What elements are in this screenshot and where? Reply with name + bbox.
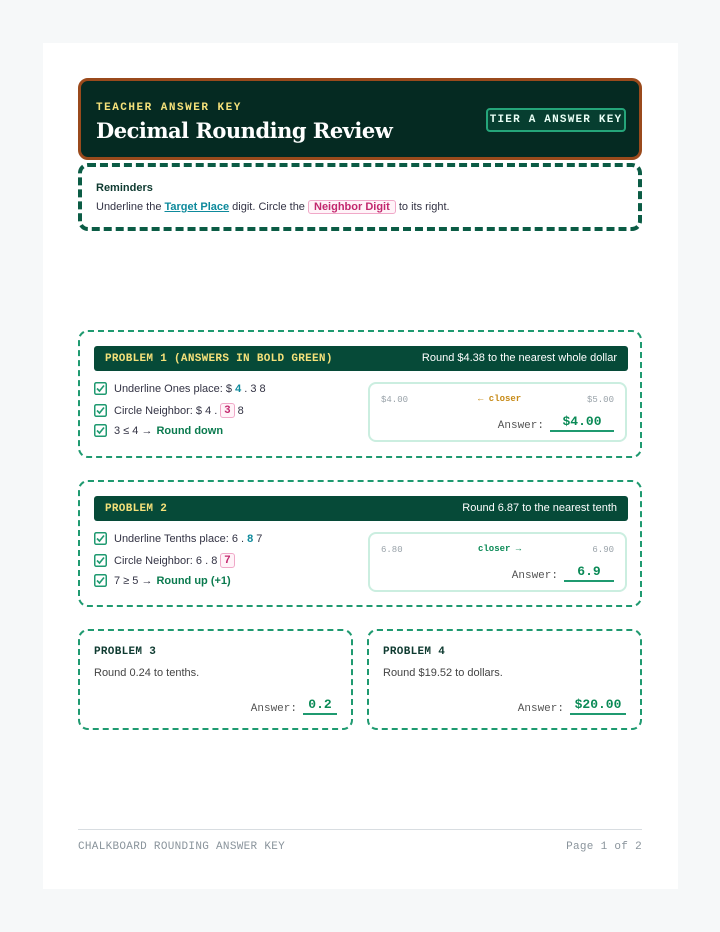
step-text: 7 ≥ 5 → [114,574,153,587]
reminders-text [96,200,450,214]
problem-3-label: PROBLEM 3 [94,646,157,658]
checkbox-checked-icon [94,574,107,587]
problem-3-answer [251,697,337,715]
problem-3-card [78,629,353,730]
checkbox-checked-icon [94,532,107,545]
number-line-left: 6.80 [381,545,403,555]
step-text: 3 ≤ 4 → [114,424,153,437]
checkbox-checked-icon [94,554,107,567]
answer-value: $4.00 [550,414,614,432]
neighbor-digit-term: Neighbor Digit [308,200,396,214]
problem-1-label: PROBLEM 1 (ANSWERS IN BOLD GREEN) [105,353,333,365]
answer-label: Answer: [511,570,558,582]
step-text-rest: 7 [256,532,263,545]
step-text: Circle Neighbor: $ 4 . [114,404,218,417]
target-digit: 4 [235,382,242,395]
problem-2-step-1 [94,532,262,545]
step-text-rest: 8 [237,404,244,417]
number-line-closer: ← closer [478,394,522,404]
answer-value: 0.2 [303,697,337,715]
problem-4-prompt: Round $19.52 to dollars. [383,667,503,679]
number-line-right: $5.00 [586,395,614,405]
page-footer [78,829,642,853]
problem-2-prompt: Round 6.87 to the nearest tenth [462,502,617,514]
target-place-term: Target Place [164,201,230,213]
problem-1-bar [94,346,628,371]
problem-2-answer [512,564,614,582]
reminders-title: Reminders [96,182,153,194]
problem-2-card [78,480,642,607]
step-text: Underline Ones place: $ [114,382,233,395]
neighbor-digit: 3 [220,403,234,418]
rounding-result: Round down [156,424,224,437]
reminders-text-middle: digit. Circle the [232,201,305,213]
answer-value: $20.00 [570,697,626,715]
answer-label: Answer: [517,703,564,715]
problem-2-step-3 [94,574,231,587]
reminders-text-before: Underline the [96,201,162,213]
reminders-text-after: to its right. [398,201,450,213]
answer-value: 6.9 [564,564,614,582]
problem-1-prompt: Round $4.38 to the nearest whole dollar [421,352,617,364]
number-line-closer: closer → [478,544,522,554]
problem-2-label: PROBLEM 2 [105,503,168,515]
step-text-rest: . 3 8 [244,382,266,395]
problem-1-number-line [368,382,627,442]
tier-badge: TIER A ANSWER KEY [486,108,626,132]
problem-4-card [367,629,642,730]
neighbor-digit: 7 [220,553,234,568]
problem-1-answer [498,414,614,432]
problem-4-answer [518,697,626,715]
header-kicker: TEACHER ANSWER KEY [96,102,242,114]
problem-1-card [78,330,642,458]
header-banner [78,78,642,160]
problem-1-step-3 [94,424,223,437]
checkbox-checked-icon [94,424,107,437]
footer-title: CHALKBOARD ROUNDING ANSWER KEY [78,841,286,853]
problem-3-prompt: Round 0.24 to tenths. [94,667,200,679]
number-line-right: 6.90 [592,545,614,555]
answer-label: Answer: [250,703,297,715]
reminders-box [78,163,642,231]
checkbox-checked-icon [94,382,107,395]
answer-label: Answer: [497,420,544,432]
target-digit: 8 [247,532,254,545]
page-title: Decimal Rounding Review [96,118,393,143]
problem-4-label: PROBLEM 4 [383,646,446,658]
problem-2-step-2 [94,553,235,568]
page-number: Page 1 of 2 [566,841,642,853]
problem-1-step-1 [94,382,266,395]
step-text: Underline Tenths place: 6 . [114,532,245,545]
rounding-result: Round up (+1) [156,574,231,587]
checkbox-checked-icon [94,404,107,417]
problem-2-number-line [368,532,627,592]
problem-1-step-2 [94,403,244,418]
number-line-left: $4.00 [381,395,409,405]
step-text: Circle Neighbor: 6 . 8 [114,554,218,567]
problem-2-bar [94,496,628,521]
